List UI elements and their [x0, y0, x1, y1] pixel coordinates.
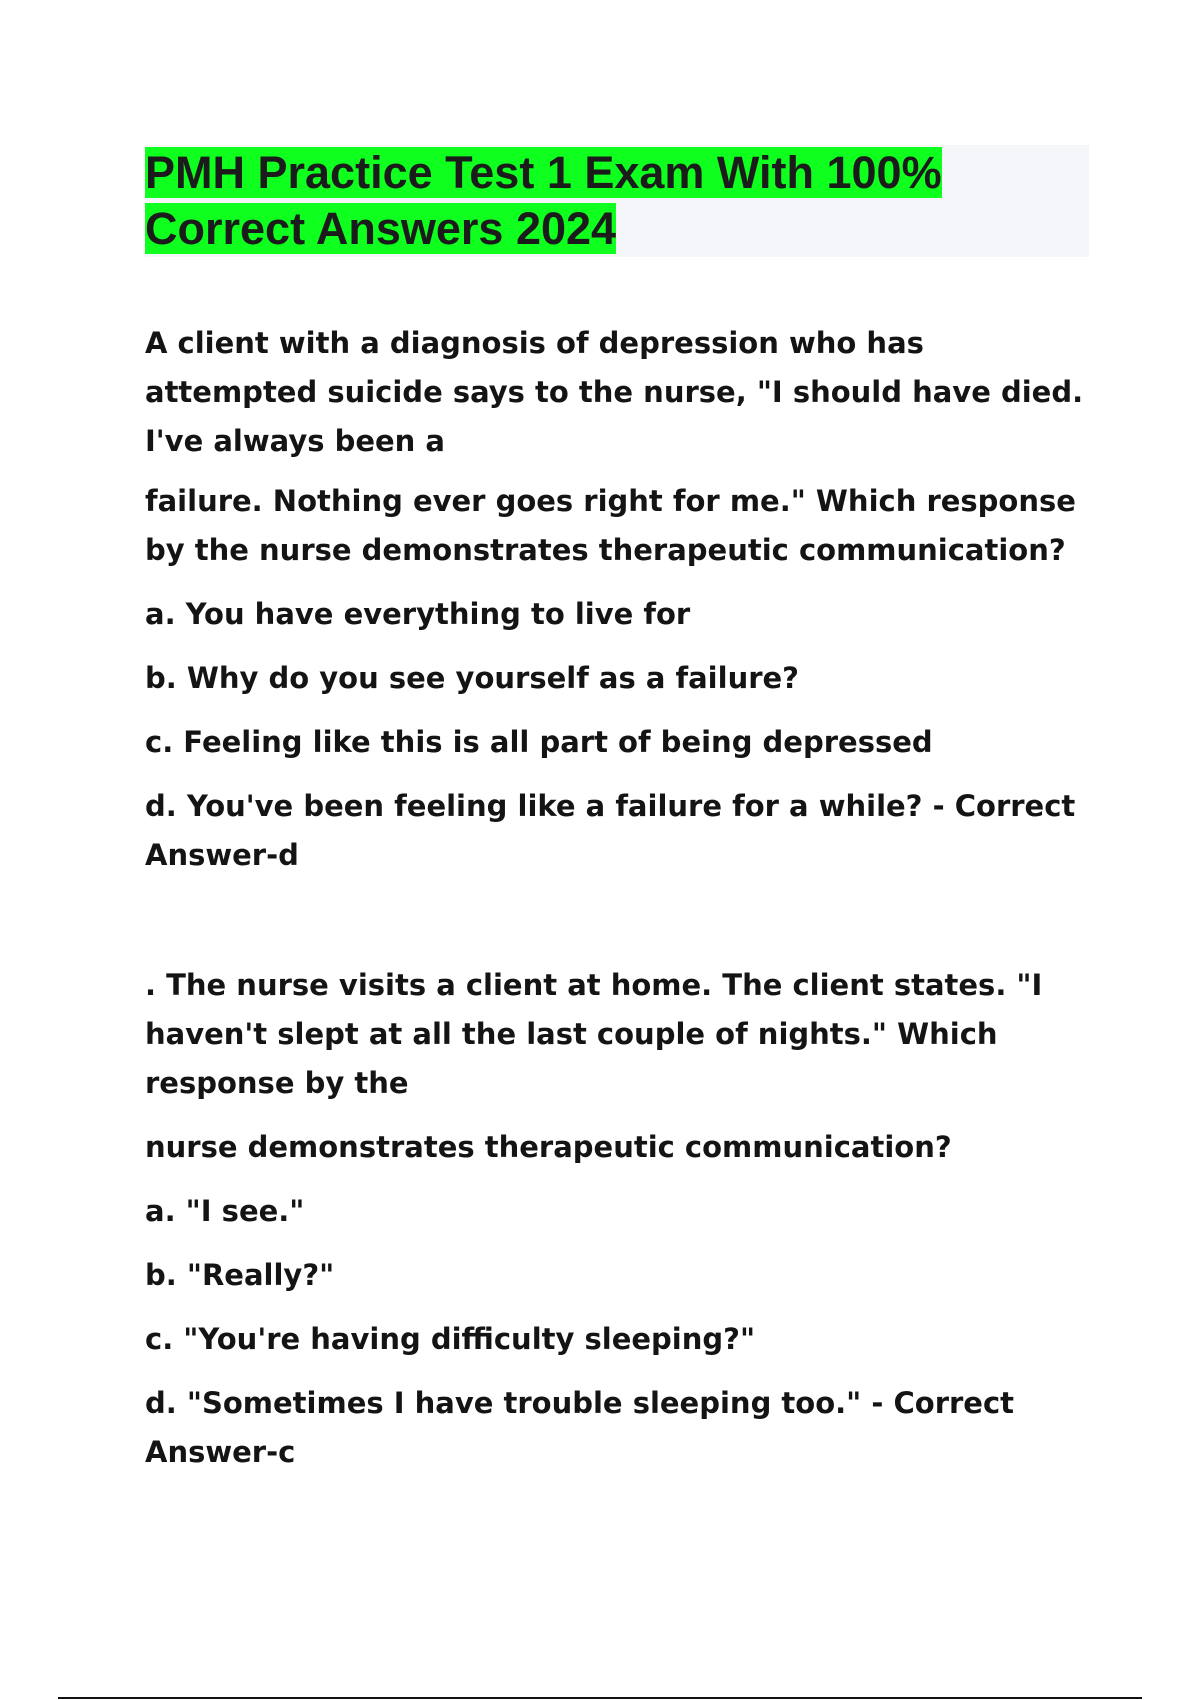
question-2-option-b: b. "Really?"	[145, 1258, 335, 1292]
footer-rule	[58, 1697, 1142, 1699]
question-1-option-c: c. Feeling like this is all part of being depressed	[145, 725, 933, 759]
question-2-option-c: c. "You're having difficulty sleeping?"	[145, 1322, 756, 1356]
document-title	[145, 145, 1089, 257]
question-2-option-a: a. "I see."	[145, 1194, 305, 1228]
title-line-1: PMH Practice Test 1 Exam With 100%	[145, 147, 942, 198]
question-1-stem-part-1: A client with a diagnosis of depression who has attempted suicide says to the nurse, "I should have died. I've always been a	[145, 326, 1084, 458]
question-1-stem-part-2: failure. Nothing ever goes right for me." Which response by the nurse demonstrates therapeutic communication?	[145, 484, 1076, 567]
question-1-option-a: a. You have everything to live for	[145, 597, 691, 631]
title-line-2: Correct Answers 2024	[145, 203, 617, 254]
question-2-stem-part-2: nurse demonstrates therapeutic communication?	[145, 1130, 952, 1164]
question-2-stem-part-1: . The nurse visits a client at home. The client states. "I haven't slept at all the last couple of nights." Which response by the	[145, 968, 1043, 1100]
document-title-block	[145, 145, 1089, 257]
question-2	[145, 961, 1095, 1477]
question-2-option-d: d. "Sometimes I have trouble sleeping too." - Correct Answer-c	[145, 1386, 1015, 1469]
question-1-option-b: b. Why do you see yourself as a failure?	[145, 661, 800, 695]
question-1-option-d: d. You've been feeling like a failure for a while? - Correct Answer-d	[145, 789, 1076, 872]
question-1	[145, 319, 1095, 880]
